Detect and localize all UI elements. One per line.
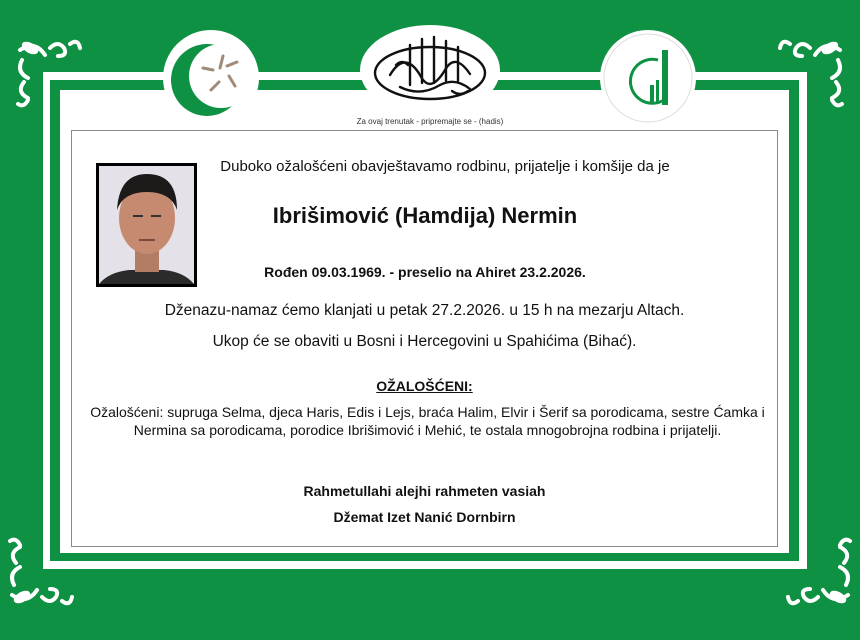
community-name: Džemat Izet Nanić Dornbirn [333,509,516,525]
crescent-star-icon [163,30,259,126]
closing-prayer: Rahmetullahi alejhi rahmeten vasiah [303,483,546,499]
mosque-logo-icon [600,30,696,126]
mosque-logo-emblem [600,30,696,126]
mourners-heading: OŽALOŠĆENI: [376,378,473,394]
corner-ornament-icon [760,30,850,120]
corner-ornament-icon [10,30,100,120]
deceased-name: Ibrišimović (Hamdija) Nermin [272,203,578,228]
corner-ornament-icon [768,525,858,615]
burial-text: Ukop će se obaviti u Bosni i Hercegovini u Spahićima (Bihać). [212,333,637,350]
mourners-list: Ožalošćeni: supruga Selma, djeca Haris, Edis i Lejs, braća Halim, Elvir i Šerif sa porodicama, sestre Ćamka i Nermina sa porodicama, porodice Ibrišimović i Mehić, te ostala mnogobrojna rodbina i prijatelji. [90,404,765,438]
funeral-prayer-text: Dženazu-namaz ćemo klanjati u petak 27.2.2026. u 15 h na mezarju Altach. [164,302,685,319]
life-dates: Rođen 09.03.1969. - preselio na Ahiret 23.2.2026. [264,264,586,280]
hadith-caption: Za ovaj trenutak - pripremajte se - (hadis) [356,117,504,126]
calligraphy-emblem [360,25,500,115]
crescent-star-emblem [163,30,259,126]
arabic-calligraphy-icon [360,25,500,115]
portrait-image [99,166,194,284]
deceased-photo [96,163,197,287]
intro-text: Duboko ožalošćeni obavještavamo rodbinu, prijatelje i komšije da je [220,158,670,175]
